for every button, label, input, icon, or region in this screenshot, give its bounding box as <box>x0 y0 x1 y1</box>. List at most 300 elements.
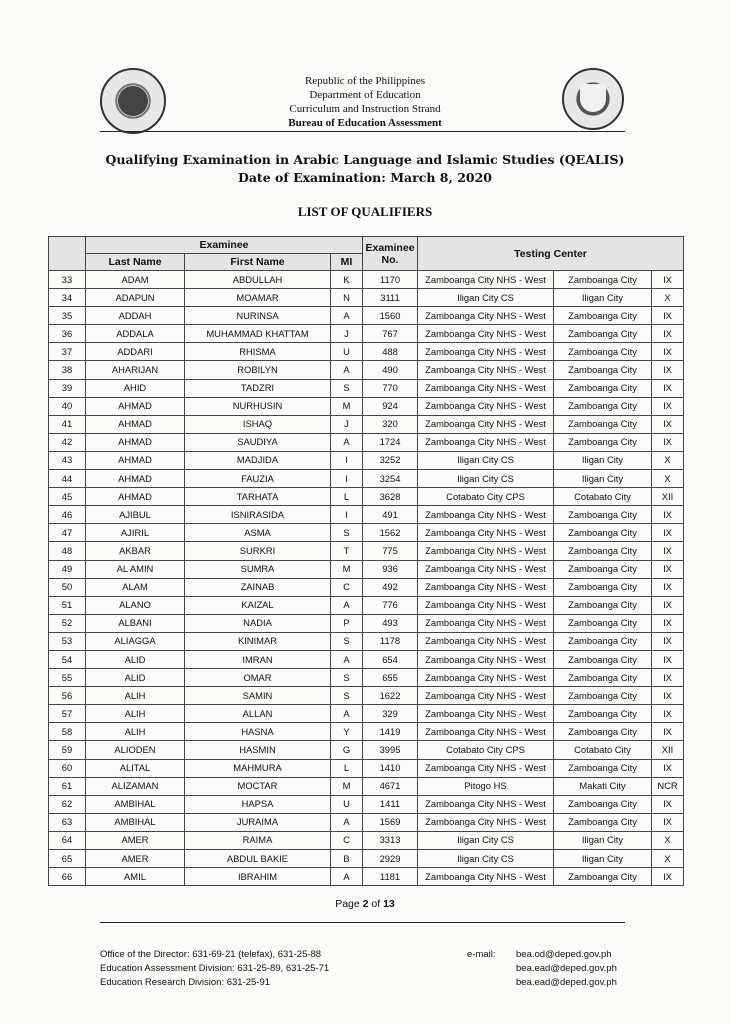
header-mi: MI <box>331 254 363 271</box>
row-number: 37 <box>49 343 86 361</box>
city-cell: Zamboanga City <box>554 415 652 433</box>
mi-cell: I <box>331 470 363 488</box>
testing-center-cell: Zamboanga City NHS - West <box>418 632 554 650</box>
region-cell: IX <box>652 669 684 687</box>
testing-center-cell: Zamboanga City NHS - West <box>418 415 554 433</box>
mi-cell: C <box>331 578 363 596</box>
region-cell: IX <box>652 578 684 596</box>
city-cell: Cotabato City <box>554 488 652 506</box>
city-cell: Iligan City <box>554 470 652 488</box>
region-cell: IX <box>652 650 684 668</box>
page-number: Page 2 of 13 <box>335 898 395 910</box>
examinee-no-cell: 320 <box>363 415 418 433</box>
mi-cell: A <box>331 433 363 451</box>
row-number: 62 <box>49 795 86 813</box>
row-number: 65 <box>49 850 86 868</box>
table-row <box>49 596 684 614</box>
last-name-cell: AHARIJAN <box>86 361 185 379</box>
row-number: 63 <box>49 813 86 831</box>
last-name-cell: AMER <box>86 831 185 849</box>
region-cell: IX <box>652 868 684 886</box>
last-name-cell: AHMAD <box>86 451 185 469</box>
testing-center-cell: Iligan City CS <box>418 850 554 868</box>
first-name-cell: ISHAQ <box>185 415 331 433</box>
mi-cell: S <box>331 687 363 705</box>
last-name-cell: ADDAH <box>86 307 185 325</box>
last-name-cell: ALIH <box>86 723 185 741</box>
table-row <box>49 433 684 451</box>
table-row <box>49 777 684 795</box>
last-name-cell: ALIAGGA <box>86 632 185 650</box>
region-cell: IX <box>652 687 684 705</box>
region-cell: NCR <box>652 777 684 795</box>
row-number: 40 <box>49 397 86 415</box>
mi-cell: A <box>331 705 363 723</box>
testing-center-cell: Zamboanga City NHS - West <box>418 687 554 705</box>
examinee-no-cell: 770 <box>363 379 418 397</box>
table-row <box>49 831 684 849</box>
row-number: 57 <box>49 705 86 723</box>
mi-cell: N <box>331 289 363 307</box>
footer-email-link[interactable]: bea.ead@deped.gov.ph <box>516 963 617 974</box>
examinee-no-cell: 1724 <box>363 433 418 451</box>
mi-cell: S <box>331 669 363 687</box>
header-first-name: First Name <box>185 254 331 271</box>
examinee-no-cell: 936 <box>363 560 418 578</box>
row-number: 35 <box>49 307 86 325</box>
footer-email-label: e-mail: <box>467 949 496 960</box>
mi-cell: S <box>331 632 363 650</box>
table-row <box>49 488 684 506</box>
first-name-cell: IBRAHIM <box>185 868 331 886</box>
testing-center-cell: Zamboanga City NHS - West <box>418 361 554 379</box>
row-number: 44 <box>49 470 86 488</box>
row-number: 48 <box>49 542 86 560</box>
city-cell: Makati City <box>554 777 652 795</box>
row-number: 38 <box>49 361 86 379</box>
footer-contacts <box>100 948 329 990</box>
row-number: 49 <box>49 560 86 578</box>
last-name-cell: ADAPUN <box>86 289 185 307</box>
table-row <box>49 361 684 379</box>
first-name-cell: SAMIN <box>185 687 331 705</box>
last-name-cell: AHMAD <box>86 397 185 415</box>
testing-center-cell: Zamboanga City NHS - West <box>418 705 554 723</box>
table-row <box>49 542 684 560</box>
city-cell: Zamboanga City <box>554 343 652 361</box>
mi-cell: L <box>331 488 363 506</box>
city-cell: Zamboanga City <box>554 397 652 415</box>
mi-cell: C <box>331 831 363 849</box>
first-name-cell: SUMRA <box>185 560 331 578</box>
mi-cell: M <box>331 397 363 415</box>
table-row <box>49 741 684 759</box>
header-divider <box>100 131 625 132</box>
row-number: 43 <box>49 451 86 469</box>
mi-cell: S <box>331 379 363 397</box>
row-number: 52 <box>49 614 86 632</box>
header-department: Department of Education <box>309 89 421 101</box>
examinee-no-cell: 776 <box>363 596 418 614</box>
examinee-no-cell: 654 <box>363 650 418 668</box>
testing-center-cell: Zamboanga City NHS - West <box>418 560 554 578</box>
first-name-cell: ALLAN <box>185 705 331 723</box>
first-name-cell: ISNIRASIDA <box>185 506 331 524</box>
table-row <box>49 850 684 868</box>
table-row <box>49 271 684 289</box>
table-row <box>49 669 684 687</box>
region-cell: IX <box>652 759 684 777</box>
exam-date: Date of Examination: March 8, 2020 <box>237 170 492 185</box>
region-cell: IX <box>652 506 684 524</box>
testing-center-cell: Pitogo HS <box>418 777 554 795</box>
testing-center-cell: Zamboanga City NHS - West <box>418 343 554 361</box>
examinee-no-cell: 3111 <box>363 289 418 307</box>
last-name-cell: AJIRIL <box>86 524 185 542</box>
mi-cell: A <box>331 361 363 379</box>
testing-center-cell: Iligan City CS <box>418 831 554 849</box>
header-strand: Curriculum and Instruction Strand <box>289 103 441 115</box>
city-cell: Iligan City <box>554 831 652 849</box>
mi-cell: A <box>331 307 363 325</box>
region-cell: IX <box>652 524 684 542</box>
mi-cell: M <box>331 560 363 578</box>
city-cell: Zamboanga City <box>554 433 652 451</box>
first-name-cell: RAIMA <box>185 831 331 849</box>
exam-title: Qualifying Examination in Arabic Language and Islamic Studies (QEALIS) <box>105 152 625 167</box>
table-row <box>49 307 684 325</box>
footer-director-phone: Office of the Director: 631-69-21 (telefax), 631-25-88 <box>100 949 322 960</box>
first-name-cell: MOCTAR <box>185 777 331 795</box>
region-cell: IX <box>652 542 684 560</box>
last-name-cell: AMBIHAL <box>86 795 185 813</box>
first-name-cell: ASMA <box>185 524 331 542</box>
testing-center-cell: Zamboanga City NHS - West <box>418 397 554 415</box>
examinee-no-cell: 1560 <box>363 307 418 325</box>
mi-cell: G <box>331 741 363 759</box>
region-cell: X <box>652 850 684 868</box>
first-name-cell: RHISMA <box>185 343 331 361</box>
region-cell: X <box>652 831 684 849</box>
header-examinee: Examinee <box>86 237 363 254</box>
row-number: 33 <box>49 271 86 289</box>
mi-cell: I <box>331 506 363 524</box>
region-cell: X <box>652 451 684 469</box>
testing-center-cell: Zamboanga City NHS - West <box>418 542 554 560</box>
examinee-no-cell: 1178 <box>363 632 418 650</box>
examinee-no-cell: 2929 <box>363 850 418 868</box>
testing-center-cell: Zamboanga City NHS - West <box>418 723 554 741</box>
city-cell: Zamboanga City <box>554 705 652 723</box>
testing-center-cell: Iligan City CS <box>418 289 554 307</box>
table-row <box>49 560 684 578</box>
city-cell: Zamboanga City <box>554 379 652 397</box>
examinee-no-cell: 655 <box>363 669 418 687</box>
city-cell: Cotabato City <box>554 741 652 759</box>
row-number: 61 <box>49 777 86 795</box>
row-number: 34 <box>49 289 86 307</box>
table-row <box>49 379 684 397</box>
first-name-cell: NADIA <box>185 614 331 632</box>
row-number: 41 <box>49 415 86 433</box>
qualifiers-body <box>49 271 684 886</box>
row-number: 55 <box>49 669 86 687</box>
examinee-no-cell: 488 <box>363 343 418 361</box>
table-row <box>49 868 684 886</box>
first-name-cell: NURINSA <box>185 307 331 325</box>
city-cell: Zamboanga City <box>554 669 652 687</box>
last-name-cell: ALANO <box>86 596 185 614</box>
region-cell: X <box>652 470 684 488</box>
last-name-cell: ALIODEN <box>86 741 185 759</box>
region-cell: X <box>652 289 684 307</box>
last-name-cell: ALIZAMAN <box>86 777 185 795</box>
first-name-cell: ABDUL BAKIE <box>185 850 331 868</box>
city-cell: Zamboanga City <box>554 596 652 614</box>
table-row <box>49 759 684 777</box>
testing-center-cell: Zamboanga City NHS - West <box>418 578 554 596</box>
first-name-cell: SAUDIYA <box>185 433 331 451</box>
mi-cell: K <box>331 271 363 289</box>
table-row <box>49 614 684 632</box>
row-number: 42 <box>49 433 86 451</box>
city-cell: Zamboanga City <box>554 560 652 578</box>
last-name-cell: AHMAD <box>86 415 185 433</box>
last-name-cell: AHMAD <box>86 488 185 506</box>
region-cell: IX <box>652 433 684 451</box>
city-cell: Iligan City <box>554 850 652 868</box>
first-name-cell: KINIMAR <box>185 632 331 650</box>
region-cell: IX <box>652 397 684 415</box>
table-row <box>49 470 684 488</box>
table-row <box>49 524 684 542</box>
header-last-name: Last Name <box>86 254 185 271</box>
table-row <box>49 650 684 668</box>
row-number: 39 <box>49 379 86 397</box>
first-name-cell: KAIZAL <box>185 596 331 614</box>
city-cell: Zamboanga City <box>554 524 652 542</box>
testing-center-cell: Zamboanga City NHS - West <box>418 379 554 397</box>
qualifiers-table <box>48 236 684 886</box>
last-name-cell: AHID <box>86 379 185 397</box>
testing-center-cell: Zamboanga City NHS - West <box>418 307 554 325</box>
mi-cell: U <box>331 343 363 361</box>
examinee-no-cell: 490 <box>363 361 418 379</box>
row-number: 36 <box>49 325 86 343</box>
first-name-cell: TARHATA <box>185 488 331 506</box>
city-cell: Zamboanga City <box>554 759 652 777</box>
testing-center-cell: Iligan City CS <box>418 451 554 469</box>
city-cell: Zamboanga City <box>554 271 652 289</box>
region-cell: IX <box>652 560 684 578</box>
region-cell: IX <box>652 795 684 813</box>
city-cell: Zamboanga City <box>554 578 652 596</box>
examinee-no-cell: 1181 <box>363 868 418 886</box>
city-cell: Zamboanga City <box>554 542 652 560</box>
header-testing-center: Testing Center <box>418 237 684 271</box>
examinee-no-cell: 1562 <box>363 524 418 542</box>
examinee-no-cell: 924 <box>363 397 418 415</box>
testing-center-cell: Zamboanga City NHS - West <box>418 669 554 687</box>
table-row <box>49 723 684 741</box>
examinee-no-cell: 3628 <box>363 488 418 506</box>
last-name-cell: AHMAD <box>86 470 185 488</box>
row-number: 66 <box>49 868 86 886</box>
mi-cell: Y <box>331 723 363 741</box>
mi-cell: T <box>331 542 363 560</box>
examinee-no-cell: 4671 <box>363 777 418 795</box>
region-cell: IX <box>652 723 684 741</box>
mi-cell: J <box>331 325 363 343</box>
row-number: 56 <box>49 687 86 705</box>
last-name-cell: ADAM <box>86 271 185 289</box>
mi-cell: U <box>331 795 363 813</box>
last-name-cell: ALID <box>86 669 185 687</box>
examinee-no-cell: 3252 <box>363 451 418 469</box>
table-row <box>49 343 684 361</box>
mi-cell: M <box>331 777 363 795</box>
region-cell: IX <box>652 361 684 379</box>
row-number: 45 <box>49 488 86 506</box>
footer-emails <box>516 948 617 990</box>
testing-center-cell: Cotabato City CPS <box>418 488 554 506</box>
mi-cell: B <box>331 850 363 868</box>
first-name-cell: MADJIDA <box>185 451 331 469</box>
testing-center-cell: Zamboanga City NHS - West <box>418 325 554 343</box>
last-name-cell: ADDALA <box>86 325 185 343</box>
first-name-cell: ABDULLAH <box>185 271 331 289</box>
city-cell: Iligan City <box>554 451 652 469</box>
region-cell: IX <box>652 307 684 325</box>
mi-cell: P <box>331 614 363 632</box>
examinee-no-cell: 775 <box>363 542 418 560</box>
table-row <box>49 632 684 650</box>
last-name-cell: ALBANI <box>86 614 185 632</box>
header-bureau: Bureau of Education Assessment <box>288 117 442 129</box>
testing-center-cell: Zamboanga City NHS - West <box>418 795 554 813</box>
mi-cell: S <box>331 524 363 542</box>
footer-email-link[interactable]: bea.od@deped.gov.ph <box>516 949 612 960</box>
city-cell: Zamboanga City <box>554 723 652 741</box>
city-cell: Zamboanga City <box>554 650 652 668</box>
examinee-no-cell: 491 <box>363 506 418 524</box>
examinee-no-cell: 1411 <box>363 795 418 813</box>
list-title: LIST OF QUALIFIERS <box>297 204 433 219</box>
row-number: 59 <box>49 741 86 759</box>
first-name-cell: HASMIN <box>185 741 331 759</box>
first-name-cell: MAHMURA <box>185 759 331 777</box>
examinee-no-cell: 3313 <box>363 831 418 849</box>
city-cell: Zamboanga City <box>554 506 652 524</box>
testing-center-cell: Zamboanga City NHS - West <box>418 759 554 777</box>
examinee-no-cell: 3254 <box>363 470 418 488</box>
testing-center-cell: Zamboanga City NHS - West <box>418 433 554 451</box>
mi-cell: A <box>331 813 363 831</box>
mi-cell: L <box>331 759 363 777</box>
first-name-cell: ZAINAB <box>185 578 331 596</box>
region-cell: IX <box>652 614 684 632</box>
city-cell: Zamboanga City <box>554 687 652 705</box>
examinee-no-cell: 1170 <box>363 271 418 289</box>
examinee-no-cell: 492 <box>363 578 418 596</box>
region-cell: IX <box>652 343 684 361</box>
row-number: 50 <box>49 578 86 596</box>
row-number: 51 <box>49 596 86 614</box>
city-cell: Zamboanga City <box>554 614 652 632</box>
first-name-cell: OMAR <box>185 669 331 687</box>
last-name-cell: AHMAD <box>86 433 185 451</box>
region-cell: IX <box>652 415 684 433</box>
first-name-cell: HAPSA <box>185 795 331 813</box>
examinee-no-cell: 1569 <box>363 813 418 831</box>
table-row <box>49 813 684 831</box>
first-name-cell: SURKRI <box>185 542 331 560</box>
examinee-no-cell: 493 <box>363 614 418 632</box>
row-number: 60 <box>49 759 86 777</box>
first-name-cell: MOAMAR <box>185 289 331 307</box>
footer-research-phone: Education Research Division: 631-25-91 <box>100 977 271 988</box>
city-cell: Zamboanga City <box>554 307 652 325</box>
row-number: 46 <box>49 506 86 524</box>
last-name-cell: AJIBUL <box>86 506 185 524</box>
region-cell: IX <box>652 379 684 397</box>
testing-center-cell: Iligan City CS <box>418 470 554 488</box>
footer-divider <box>100 922 625 923</box>
testing-center-cell: Zamboanga City NHS - West <box>418 524 554 542</box>
city-cell: Zamboanga City <box>554 361 652 379</box>
first-name-cell: JURAIMA <box>185 813 331 831</box>
table-row <box>49 397 684 415</box>
last-name-cell: ALITAL <box>86 759 185 777</box>
testing-center-cell: Zamboanga City NHS - West <box>418 614 554 632</box>
first-name-cell: ROBILYN <box>185 361 331 379</box>
footer-email-link[interactable]: bea.ead@deped.gov.ph <box>516 977 617 988</box>
last-name-cell: ADDARI <box>86 343 185 361</box>
examinee-no-cell: 1419 <box>363 723 418 741</box>
mi-cell: A <box>331 868 363 886</box>
first-name-cell: MUHAMMAD KHATTAM <box>185 325 331 343</box>
last-name-cell: ALIH <box>86 687 185 705</box>
region-cell: XII <box>652 488 684 506</box>
last-name-cell: AMIL <box>86 868 185 886</box>
testing-center-cell: Zamboanga City NHS - West <box>418 596 554 614</box>
region-cell: IX <box>652 271 684 289</box>
table-row <box>49 795 684 813</box>
city-cell: Zamboanga City <box>554 868 652 886</box>
first-name-cell: FAUZIA <box>185 470 331 488</box>
first-name-cell: IMRAN <box>185 650 331 668</box>
last-name-cell: ALIH <box>86 705 185 723</box>
mi-cell: A <box>331 596 363 614</box>
row-number: 64 <box>49 831 86 849</box>
header-number <box>49 237 86 271</box>
table-row <box>49 578 684 596</box>
region-cell: IX <box>652 813 684 831</box>
examinee-no-cell: 1410 <box>363 759 418 777</box>
testing-center-cell: Zamboanga City NHS - West <box>418 506 554 524</box>
region-cell: IX <box>652 325 684 343</box>
city-cell: Iligan City <box>554 289 652 307</box>
first-name-cell: NURHUSIN <box>185 397 331 415</box>
testing-center-cell: Cotabato City CPS <box>418 741 554 759</box>
last-name-cell: AL AMIN <box>86 560 185 578</box>
testing-center-cell: Zamboanga City NHS - West <box>418 271 554 289</box>
table-row <box>49 415 684 433</box>
table-row <box>49 451 684 469</box>
mi-cell: A <box>331 650 363 668</box>
city-cell: Zamboanga City <box>554 795 652 813</box>
city-cell: Zamboanga City <box>554 813 652 831</box>
